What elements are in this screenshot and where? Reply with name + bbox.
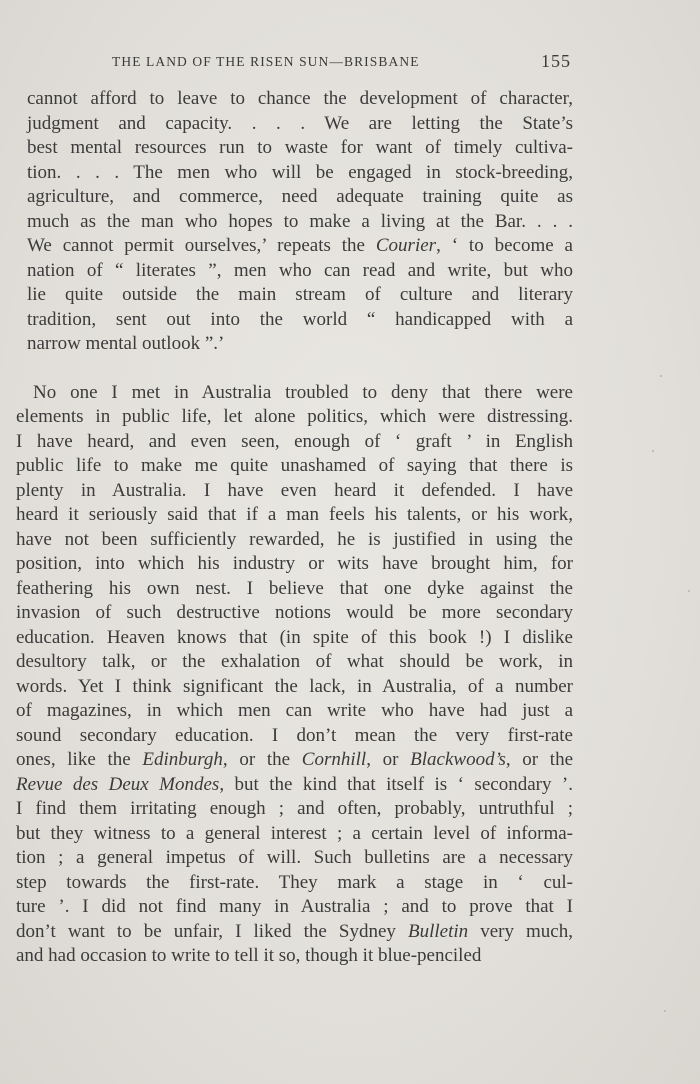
text-line [27,113,573,135]
text-line [16,774,573,796]
text-run: , ‘ to become a [436,235,573,256]
text-run: , or the [505,749,574,770]
text-line [16,431,573,453]
text-line [16,480,573,502]
italic-title: Cornhill [301,749,367,770]
page-number: 155 [541,51,571,71]
text-run: sound secondary education. I don’t mean the very first-rate [16,725,573,746]
text-line [27,309,573,331]
text-run: cannot afford to leave to chance the development of character, [27,88,573,109]
text-run: heard it seriously said that if a man feels his talents, or his work, [16,504,573,525]
text-line [16,455,573,477]
text-line [16,627,573,649]
text-line [16,553,573,575]
paper-speck [652,450,654,452]
text-run: judgment and capacity. . . . We are letting the State’s [27,113,573,134]
page-header [0,51,700,75]
text-run: , but the kind that itself is ‘ secondary ’. [219,774,573,795]
text-run: and had occasion to write to tell it so, though it blue-penciled [16,945,482,966]
paper-speck [688,590,690,592]
italic-title: Courier [375,235,437,256]
text-line [16,921,573,943]
text-run: very much, [468,921,573,942]
text-run: lie quite outside the main stream of culture and literary [27,284,573,305]
text-line [27,333,573,355]
text-run: don’t want to be unfair, I liked the Sydney [16,921,408,942]
text-run: I have heard, and even seen, enough of ‘ graft ’ in English [16,431,573,452]
text-line [16,798,573,820]
text-line [16,676,573,698]
text-run: elements in public life, let alone politics, which were distressing. [16,406,573,427]
text-line [27,284,573,306]
text-line [16,504,573,526]
text-line [27,235,573,257]
text-run: but they witness to a general interest ; a certain level of informa- [16,823,573,844]
text-run: feathering his own nest. I believe that one dyke against the [16,578,573,599]
text-line [16,725,573,747]
italic-title: Edinburgh [142,749,223,770]
text-run: agriculture, and commerce, need adequate training quite as [27,186,573,207]
text-run: words. Yet I think significant the lack, in Australia, of a number [16,676,573,697]
text-line [27,162,573,184]
text-run: tradition, sent out into the world “ handicapped with a [27,309,573,330]
text-line [16,406,573,428]
text-run: position, into which his industry or wits have brought him, for [16,553,573,574]
text-line [16,602,573,624]
paper-speck [664,1010,666,1012]
text-run: public life to make me quite unashamed of saying that there is [16,455,573,476]
text-line [33,382,573,404]
text-run: plenty in Australia. I have even heard it defended. I have [16,480,573,501]
text-run: , or the [222,749,302,770]
text-line [27,88,573,110]
text-line [16,823,573,845]
text-line [16,896,573,918]
text-run: ones, like the [16,749,143,770]
text-line [16,872,573,894]
italic-title: Blackwood’s [410,749,506,770]
text-line [27,137,573,159]
text-line [27,260,573,282]
text-run: tion ; a general impetus of will. Such bulletins are a necessary [16,847,573,868]
text-run: No one I met in Australia troubled to deny that there were [33,382,573,403]
italic-title: Bulletin [407,921,469,942]
text-run: narrow mental outlook ”.’ [27,333,225,354]
text-run: step towards the first-rate. They mark a stage in ‘ cul- [16,872,573,893]
text-run: best mental resources run to waste for want of timely cultiva- [27,137,573,158]
text-line [16,578,573,600]
text-line [16,749,573,771]
text-line [16,651,573,673]
text-run: , or [366,749,411,770]
text-run: of magazines, in which men can write who have had just a [16,700,573,721]
text-run: nation of “ literates ”, men who can read and write, but who [27,260,573,281]
text-run: ture ’. I did not find many in Australia ; and to prove that I [16,896,573,917]
text-run: We cannot permit ourselves,’ repeats the [27,235,376,256]
text-run: invasion of such destructive notions would be more secondary [16,602,573,623]
paper-speck [660,375,662,377]
text-run: education. Heaven knows that (in spite of this book !) I dislike [16,627,573,648]
text-line [27,186,573,208]
text-run: I find them irritating enough ; and often, probably, untruthful ; [16,798,573,819]
text-line [16,847,573,869]
text-run: desultory talk, or the exhalation of what should be work, in [16,651,573,672]
text-line [16,700,573,722]
text-line [16,945,573,967]
text-line [16,529,573,551]
text-line [27,211,573,233]
text-run: much as the man who hopes to make a living at the Bar. . . . [27,211,573,232]
italic-title: Revue des Deux Mondes [16,774,220,795]
text-run: have not been sufficiently rewarded, he is justified in using the [16,529,573,550]
running-head: THE LAND OF THE RISEN SUN—BRISBANE [112,54,420,69]
text-run: tion. . . . The men who will be engaged in stock-breeding, [27,162,573,183]
